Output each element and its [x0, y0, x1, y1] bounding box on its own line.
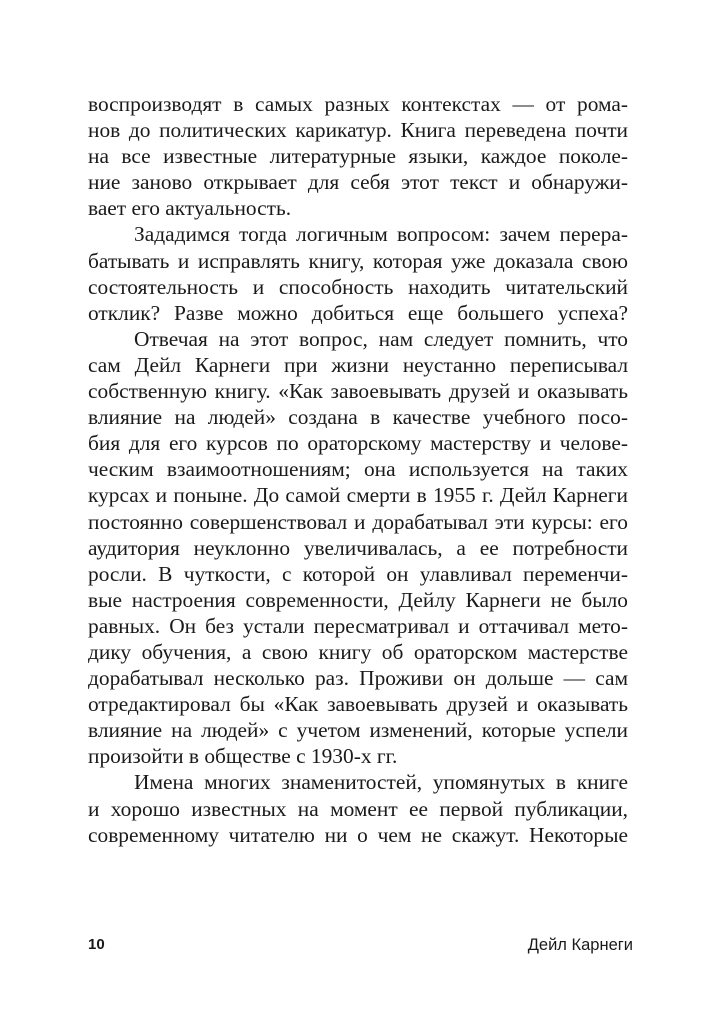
- text-line: дику обучения, а свою книгу об ораторском мастерстве: [88, 639, 628, 664]
- text-line: на все известные литературные языки, каждое поколе-: [88, 144, 628, 169]
- text-line: сам Дейл Карнеги при жизни неустанно переписывал: [88, 352, 628, 377]
- text-line: аудитория неуклонно увеличивалась, а ее потребности: [88, 535, 628, 560]
- text-line: произойти в обществе с 1930-х гг.: [88, 744, 398, 769]
- text-line: вые настроения современности, Дейлу Карнеги не было: [88, 587, 628, 612]
- text-line: ние заново открывает для себя этот текст и обнаружи-: [88, 170, 628, 195]
- text-line: постоянно совершенствовал и дорабатывал эти курсы: его: [88, 509, 628, 534]
- text-line: ческим взаимоотношениям; она используется на таких: [88, 457, 628, 482]
- text-line: бия для его курсов по ораторскому мастерству и челове-: [88, 431, 628, 456]
- text-line: состоятельность и способность находить читательский: [88, 274, 628, 299]
- page-number: 10: [88, 936, 105, 953]
- text-line: нов до политических карикатур. Книга переведена почти: [88, 118, 628, 143]
- text-line: влияние на людей» создана в качестве учебного посо-: [88, 405, 628, 430]
- running-head: Дейл Карнеги: [527, 936, 633, 954]
- text-line: Имена многих знаменитостей, упомянутых в книге: [134, 770, 628, 795]
- text-line: современному читателю ни о чем не скажут. Некоторые: [88, 822, 628, 847]
- text-line: вает его актуальность.: [88, 196, 292, 221]
- body-text: [88, 91, 628, 848]
- text-line: дорабатывал несколько раз. Проживи он дольше — сам: [88, 666, 628, 691]
- text-line: собственную книгу. «Как завоевывать друзей и оказывать: [88, 379, 628, 404]
- text-line: курсах и поныне. До самой смерти в 1955 г. Дейл Карнеги: [88, 483, 628, 508]
- text-line: отклик? Разве можно добиться еще большего успеха?: [88, 300, 628, 325]
- text-line: Отвечая на этот вопрос, нам следует помнить, что: [134, 326, 628, 351]
- text-line: батывать и исправлять книгу, которая уже доказала свою: [88, 248, 628, 273]
- text-line: воспроизводят в самых разных контекстах — от рома-: [88, 92, 628, 116]
- page-footer: [88, 934, 633, 956]
- text-line: Зададимся тогда логичным вопросом: зачем перера-: [134, 222, 628, 247]
- text-line: влияние на людей» с учетом изменений, которые успели: [88, 718, 628, 743]
- text-line: отредактировал бы «Как завоевывать друзей и оказывать: [88, 692, 628, 717]
- text-line: и хорошо известных на момент ее первой публикации,: [88, 796, 628, 821]
- text-line: равных. Он без устали пересматривал и оттачивал мето-: [88, 613, 628, 638]
- text-line: росли. В чуткости, с которой он улавливал переменчи-: [88, 561, 628, 586]
